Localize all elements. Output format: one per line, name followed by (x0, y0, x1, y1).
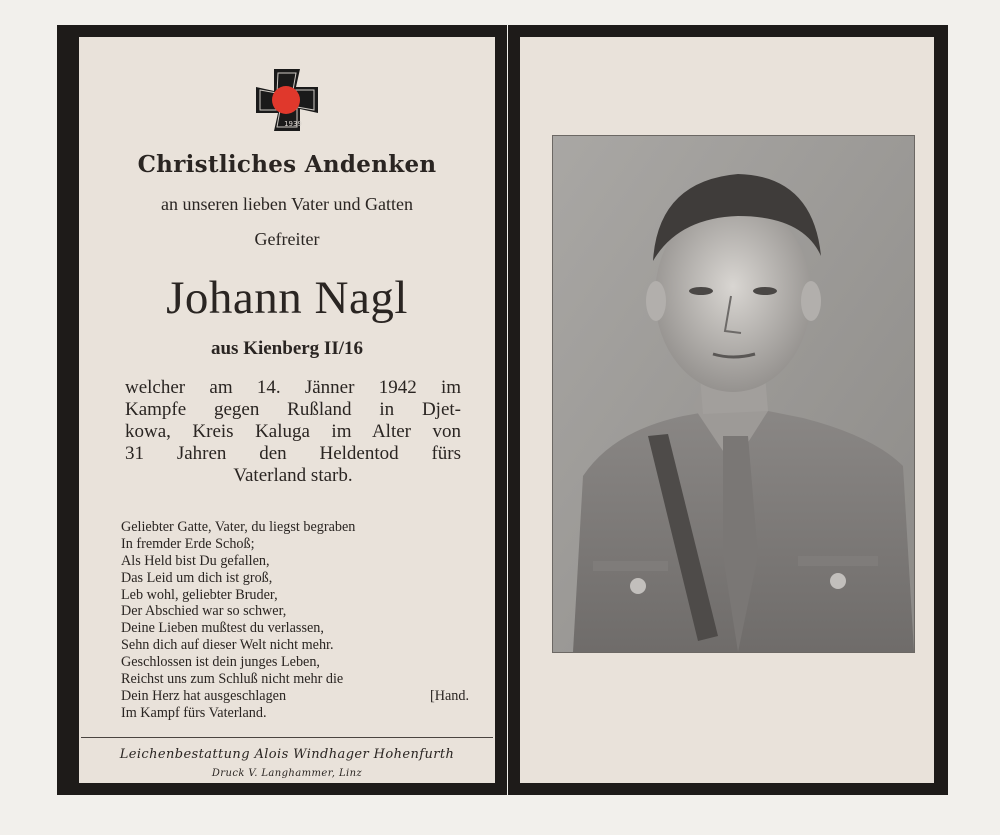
undertaker-credit: Leichenbestattung Alois Windhager Hohenfurth (119, 747, 455, 762)
poem-line: Das Leid um dich ist groß, (121, 569, 273, 586)
text-panel-border (57, 25, 507, 795)
biography-text (125, 377, 461, 487)
poem-line: In fremder Erde Schoß; (121, 535, 255, 552)
memorial-poem (121, 519, 469, 722)
printer-credit: Druck V. Langhammer, Linz (211, 768, 363, 779)
poem-line-continuation: [Hand. (429, 687, 469, 704)
dedication-line: an unseren lieben Vater und Gatten (160, 194, 414, 214)
origin-line: aus Kienberg II/16 (210, 338, 364, 359)
card-heading: Christliches Andenken (137, 151, 437, 178)
poem-line: Der Abschied war so schwer, (121, 603, 287, 620)
poem-line (121, 688, 469, 705)
poem-line: Im Kampf fürs Vaterland. (121, 704, 267, 721)
poem-line: Als Held bist Du gefallen, (121, 552, 270, 569)
rank-label: Gefreiter (254, 229, 320, 249)
poem-line: Reichst uns zum Schluß nicht mehr die (121, 671, 344, 688)
cross-year: 1939 (284, 120, 302, 128)
photo-panel-border (508, 25, 948, 795)
divider (81, 737, 493, 738)
poem-line: Deine Lieben mußtest du verlassen, (121, 620, 324, 637)
bio-line: Vaterland starb. (233, 465, 353, 486)
text-panel (79, 37, 495, 783)
poem-line: Geliebter Gatte, Vater, du liegst begraben (121, 519, 356, 535)
portrait-photo (552, 135, 915, 653)
deceased-name: Johann Nagl (166, 272, 408, 324)
poem-line-text: Dein Herz hat ausgeschlagen (121, 687, 287, 704)
bio-line: welcher am 14. Jänner 1942 im (125, 377, 461, 398)
photo-panel (520, 37, 934, 783)
poem-line: Geschlossen ist dein junges Leben, (121, 654, 320, 671)
bio-line: Kampfe gegen Rußland in Djet- (125, 399, 461, 420)
bio-line: 31 Jahren den Heldentod fürs (125, 443, 461, 464)
poem-line: Leb wohl, geliebter Bruder, (121, 586, 278, 603)
iron-cross-icon (254, 67, 320, 133)
poem-line: Sehn dich auf dieser Welt nicht mehr. (121, 637, 334, 654)
bio-line: kowa, Kreis Kaluga im Alter von (125, 421, 461, 442)
